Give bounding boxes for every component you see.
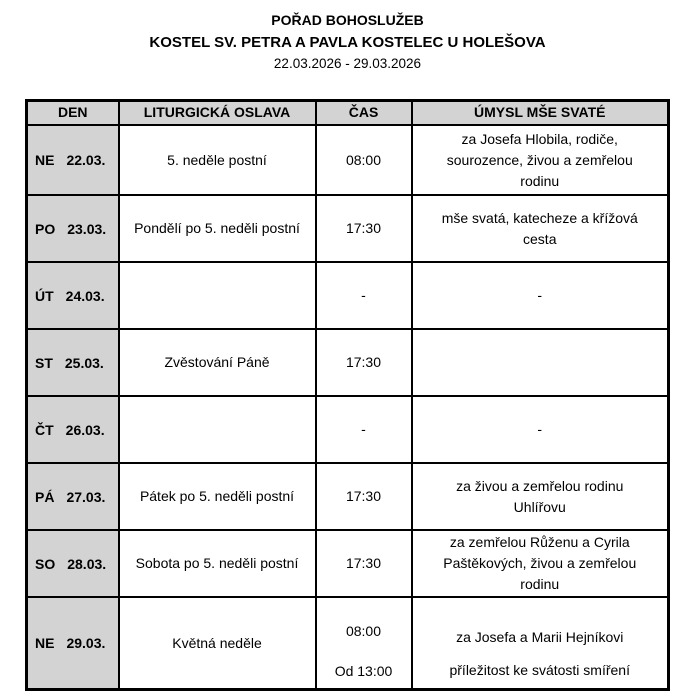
intention-entry-afternoon: příležitost ke svátosti smíření	[449, 662, 630, 679]
table-row	[27, 463, 669, 530]
day-date: 22.03.	[66, 152, 106, 169]
mass-schedule-table	[25, 99, 670, 691]
intention-cell: -	[412, 262, 669, 329]
day-cell	[27, 125, 119, 195]
celebration-cell: Květná neděle	[119, 597, 316, 690]
celebration-cell: Pátek po 5. neděli postní	[119, 463, 316, 530]
column-header-intention: ÚMYSL MŠE SVATÉ	[412, 101, 669, 126]
celebration-cell: Sobota po 5. neděli postní	[119, 530, 316, 597]
day-date: 26.03.	[65, 421, 105, 438]
document-title: POŘAD BOHOSLUŽEB	[271, 12, 424, 28]
time-stack	[318, 598, 410, 688]
table-row	[27, 195, 669, 262]
time-cell	[316, 597, 412, 690]
table-row	[27, 329, 669, 396]
day-cell	[27, 262, 119, 329]
table-row	[27, 597, 669, 690]
table-header-row	[27, 101, 669, 126]
time-cell: 17:30	[316, 195, 412, 262]
intention-cell: za Josefa Hlobila, rodiče, sourozence, živou a zemřelou rodinu	[412, 125, 669, 195]
day-abbrev: PO	[35, 220, 56, 237]
day-date: 23.03.	[67, 220, 107, 237]
day-date: 29.03.	[66, 635, 106, 652]
day-date: 27.03.	[66, 488, 106, 505]
time-cell: -	[316, 262, 412, 329]
day-abbrev: SO	[35, 555, 56, 572]
time-entry-afternoon: Od 13:00	[334, 662, 393, 679]
day-abbrev: PÁ	[35, 488, 55, 505]
celebration-cell	[119, 262, 316, 329]
intention-entry-morning: za Josefa a Marii Hejníkovi	[456, 629, 624, 646]
column-header-day: DEN	[27, 101, 119, 126]
day-abbrev: ÚT	[35, 287, 54, 304]
time-cell: 08:00	[316, 125, 412, 195]
day-cell	[27, 597, 119, 690]
column-header-celebration: LITURGICKÁ OSLAVA	[119, 101, 316, 126]
church-name: KOSTEL SV. PETRA A PAVLA KOSTELEC U HOLEŠOVA	[149, 33, 546, 51]
time-cell: 17:30	[316, 463, 412, 530]
day-cell	[27, 463, 119, 530]
date-range: 22.03.2026 - 29.03.2026	[273, 56, 422, 72]
intention-cell	[412, 597, 669, 690]
intention-cell: -	[412, 396, 669, 463]
celebration-cell: Pondělí po 5. neděli postní	[119, 195, 316, 262]
intention-stack	[430, 598, 651, 688]
table-row	[27, 125, 669, 195]
day-abbrev: NE	[35, 635, 55, 652]
day-abbrev: NE	[35, 152, 55, 169]
intention-cell	[412, 329, 669, 396]
time-cell: 17:30	[316, 329, 412, 396]
intention-cell: mše svatá, katecheze a křížová cesta	[412, 195, 669, 262]
table-row	[27, 530, 669, 597]
celebration-cell	[119, 396, 316, 463]
intention-cell: za živou a zemřelou rodinu Uhlířovu	[412, 463, 669, 530]
day-date: 25.03.	[64, 354, 104, 371]
document-header	[0, 0, 695, 75]
celebration-cell: Zvěstování Páně	[119, 329, 316, 396]
day-cell	[27, 195, 119, 262]
column-header-time: ČAS	[316, 101, 412, 126]
time-entry-morning: 08:00	[345, 623, 382, 640]
day-date: 28.03.	[67, 555, 107, 572]
day-abbrev: ČT	[35, 421, 54, 438]
time-cell: 17:30	[316, 530, 412, 597]
time-cell: -	[316, 396, 412, 463]
table-row	[27, 396, 669, 463]
day-date: 24.03.	[65, 287, 105, 304]
intention-cell: za zemřelou Růženu a Cyrila Paštěkových, živou a zemřelou rodinu	[412, 530, 669, 597]
day-abbrev: ST	[35, 354, 53, 371]
table-row	[27, 262, 669, 329]
day-cell	[27, 530, 119, 597]
day-cell	[27, 329, 119, 396]
celebration-cell: 5. neděle postní	[119, 125, 316, 195]
day-cell	[27, 396, 119, 463]
